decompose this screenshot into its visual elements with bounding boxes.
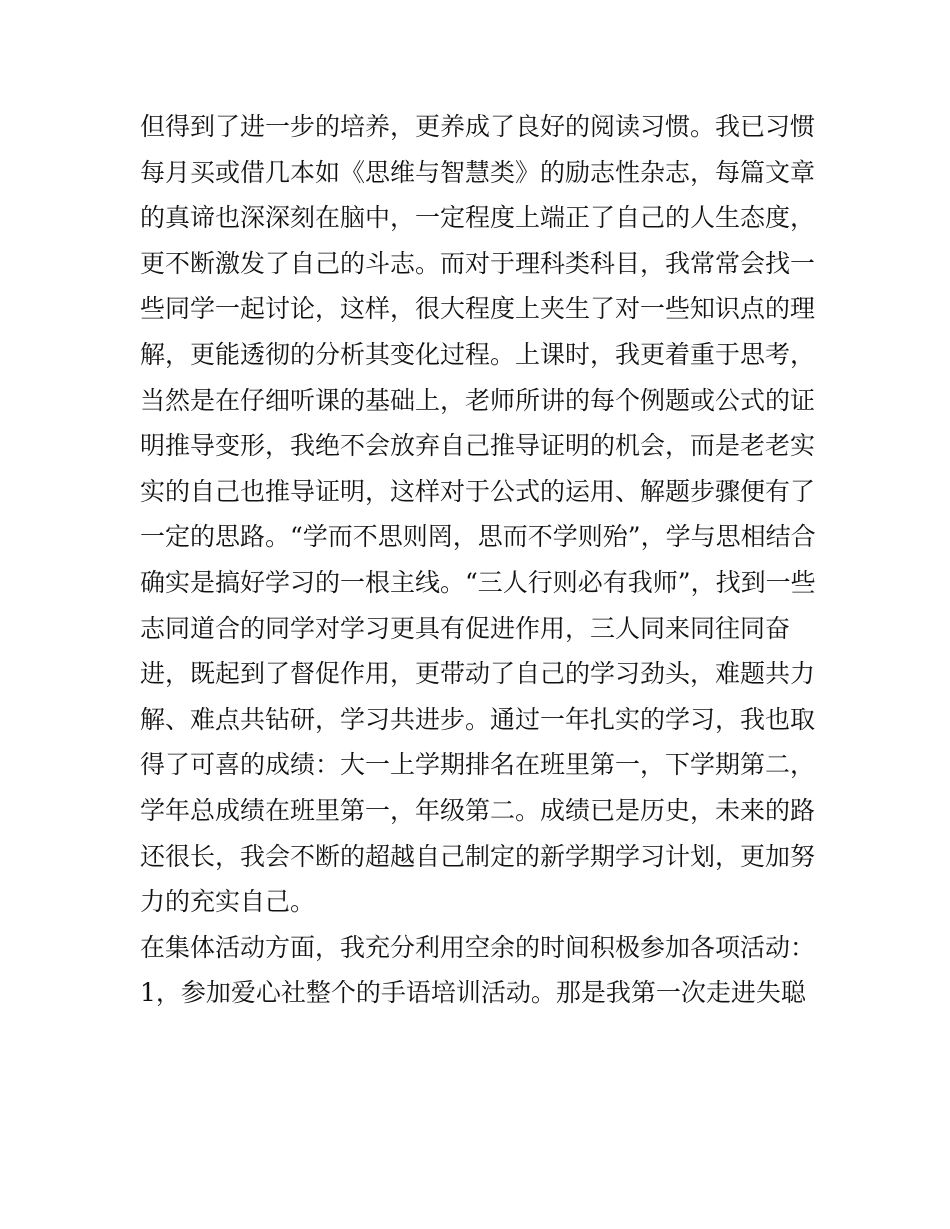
text-line: 实的自己也推导证明，这样对于公式的运用、解题步骤便有了: [140, 476, 816, 506]
text-line: 力的充实自己。: [140, 887, 316, 917]
text-line: 进，既起到了督促作用，更带动了自己的学习劲头，难题共力: [140, 659, 816, 689]
text-line: 在集体活动方面，我充分利用空余的时间积极参加各项活动：: [140, 932, 816, 962]
text-line: 一定的思路。“学而不思则罔，思而不学则殆”，学与思相结合: [140, 522, 816, 552]
text-line: 得了可喜的成绩：大一上学期排名在班里第一，下学期第二，: [140, 750, 816, 780]
text-line: 解，更能透彻的分析其变化过程。上课时，我更着重于思考，: [140, 339, 816, 369]
text-line: 学年总成绩在班里第一，年级第二。成绩已是历史，未来的路: [140, 795, 816, 825]
text-line: 解、难点共钻研，学习共进步。通过一年扎实的学习，我也取: [140, 704, 816, 734]
body-text: [140, 104, 820, 1016]
text-line: 每月买或借几本如《思维与智慧类》的励志性杂志，每篇文章: [140, 157, 816, 187]
text-line: 些同学一起讨论，这样，很大程度上夹生了对一些知识点的理: [140, 294, 816, 324]
text-line: 的真谛也深深刻在脑中，一定程度上端正了自己的人生态度，: [140, 203, 816, 233]
text-line: 还很长，我会不断的超越自己制定的新学期学习计划，更加努: [140, 841, 816, 871]
text-line: 确实是搞好学习的一根主线。“三人行则必有我师”，找到一些: [140, 567, 816, 597]
text-line: 但得到了进一步的培养，更养成了良好的阅读习惯。我已习惯: [140, 112, 816, 141]
text-line: 更不断激发了自己的斗志。而对于理科类科目，我常常会找一: [140, 248, 816, 278]
text-line: 1，参加爱心社整个的手语培训活动。那是我第一次走进失聪: [140, 978, 806, 1008]
text-line: 明推导变形，我绝不会放弃自己推导证明的机会，而是老老实: [140, 431, 816, 461]
text-line: 志同道合的同学对学习更具有促进作用，三人同来同往同奋: [140, 613, 791, 643]
text-line: 当然是在仔细听课的基础上，老师所讲的每个例题或公式的证: [140, 385, 816, 415]
